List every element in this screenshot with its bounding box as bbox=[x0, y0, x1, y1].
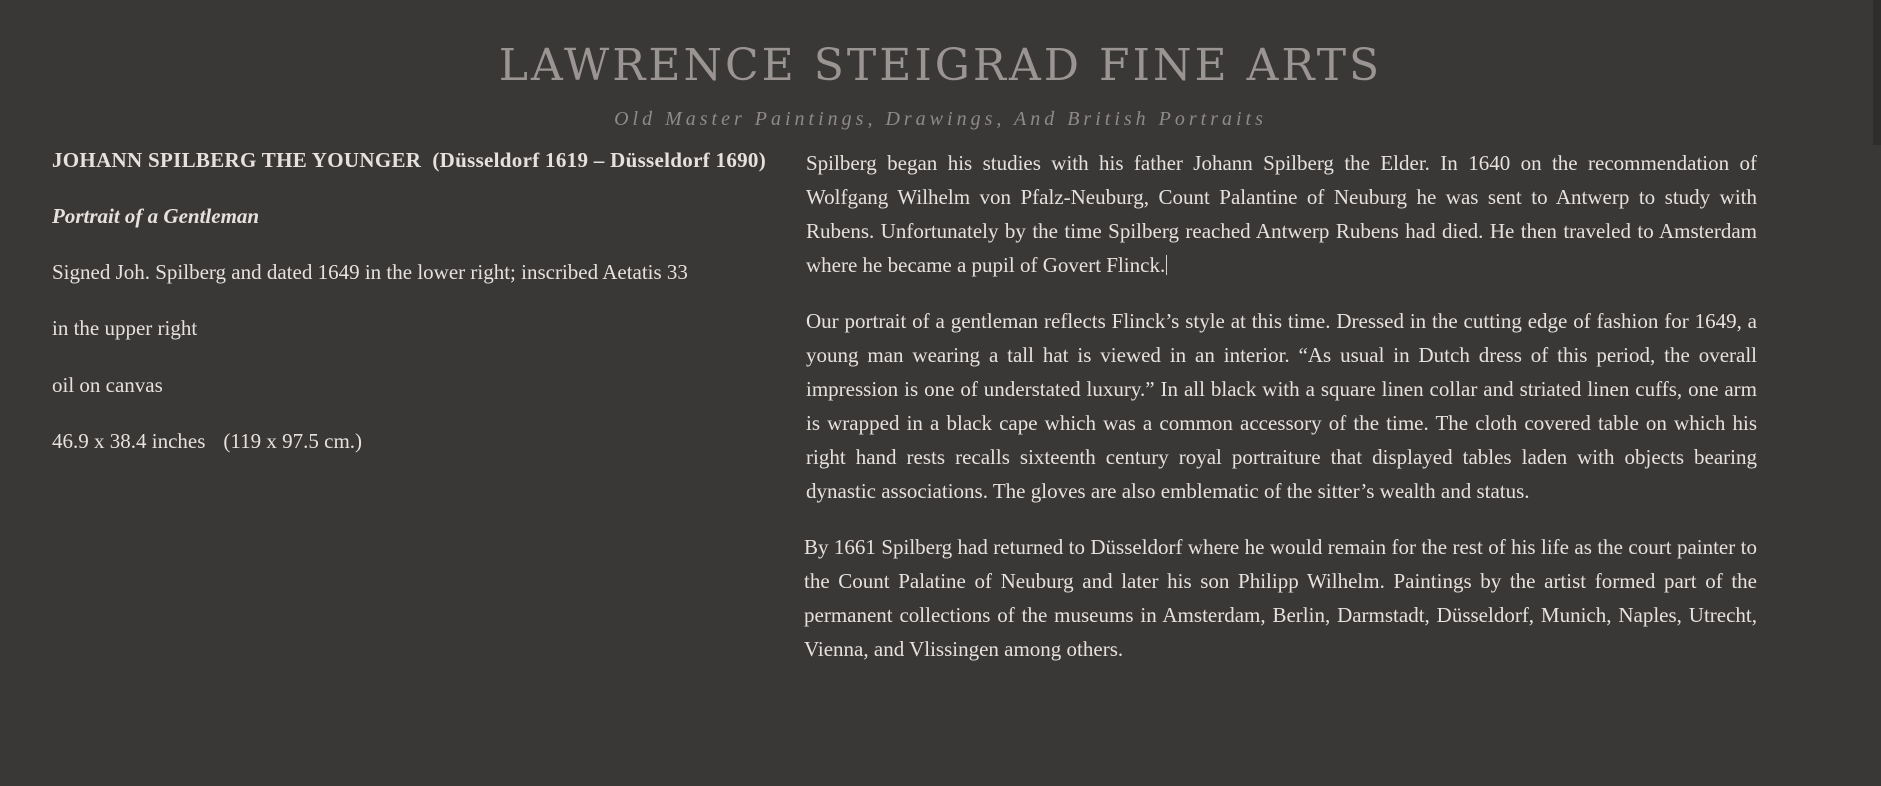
artwork-description bbox=[806, 146, 1757, 688]
description-text: Spilberg began his studies with his father Johann Spilberg the Elder. In 1640 on the recommendation of Wolfgang Wilhelm von Pfalz-Neuburg, Count Palantine of Neuburg he was sent to Antwerp to study with Rubens. Unfortunately by the time Spilberg reached Antwerp Rubens had died. He then traveled to Amsterdam where he became a pupil of Govert Flinck. bbox=[806, 151, 1757, 277]
description-paragraph: By 1661 Spilberg had returned to Düsseldorf where he would remain for the rest of his life as the court painter to the Count Palatine of Neuburg and later his son Philipp Wilhelm. Paintings by the artist formed part of the permanent collections of the museums in Amsterdam, Berlin, Darmstadt, Düsseldorf, Munich, Naples, Utrecht, Vienna, and Vlissingen among others. bbox=[804, 535, 1757, 661]
description-paragraph bbox=[806, 146, 1757, 282]
artwork-medium: oil on canvas bbox=[52, 373, 163, 397]
inscription-line-1: Signed Joh. Spilberg and dated 1649 in the lower right; inscribed Aetatis 33 bbox=[52, 260, 688, 284]
site-subtitle: Old Master Paintings, Drawings, And British Portraits bbox=[614, 108, 1267, 130]
text-cursor bbox=[1166, 255, 1167, 275]
artwork-dimensions bbox=[52, 427, 362, 455]
artwork-title: Portrait of a Gentleman bbox=[52, 204, 260, 228]
artist-dates: (Düsseldorf 1619 – Düsseldorf 1690) bbox=[432, 148, 767, 172]
scrollbar-thumb[interactable] bbox=[1873, 0, 1881, 145]
site-title[interactable]: LAWRENCE STEIGRAD FINE ARTS bbox=[498, 40, 1383, 91]
dimensions-cm: (119 x 97.5 cm.) bbox=[223, 429, 363, 453]
description-paragraph: Our portrait of a gentleman reflects Flinck’s style at this time. Dressed in the cutting edge of fashion for 1649, a young man wearing a tall hat is viewed in an interior. “As usual in Dutch dress of this period, the overall impression is one of understated luxury.” In all black with a square linen collar and striated linen cuffs, one arm is wrapped in a black cape which was a common accessory of the time. The cloth covered table on which his right hand rests recalls sixteenth century royal portraiture that displayed tables laden with objects bearing dynastic associations. The gloves are also emblematic of the sitter’s wealth and status. bbox=[806, 309, 1757, 503]
inscription-line-2: in the upper right bbox=[52, 316, 198, 340]
dimensions-inches: 46.9 x 38.4 inches bbox=[52, 429, 206, 453]
artist-name: JOHANN SPILBERG THE YOUNGER bbox=[52, 148, 422, 172]
artist-heading bbox=[52, 146, 766, 174]
